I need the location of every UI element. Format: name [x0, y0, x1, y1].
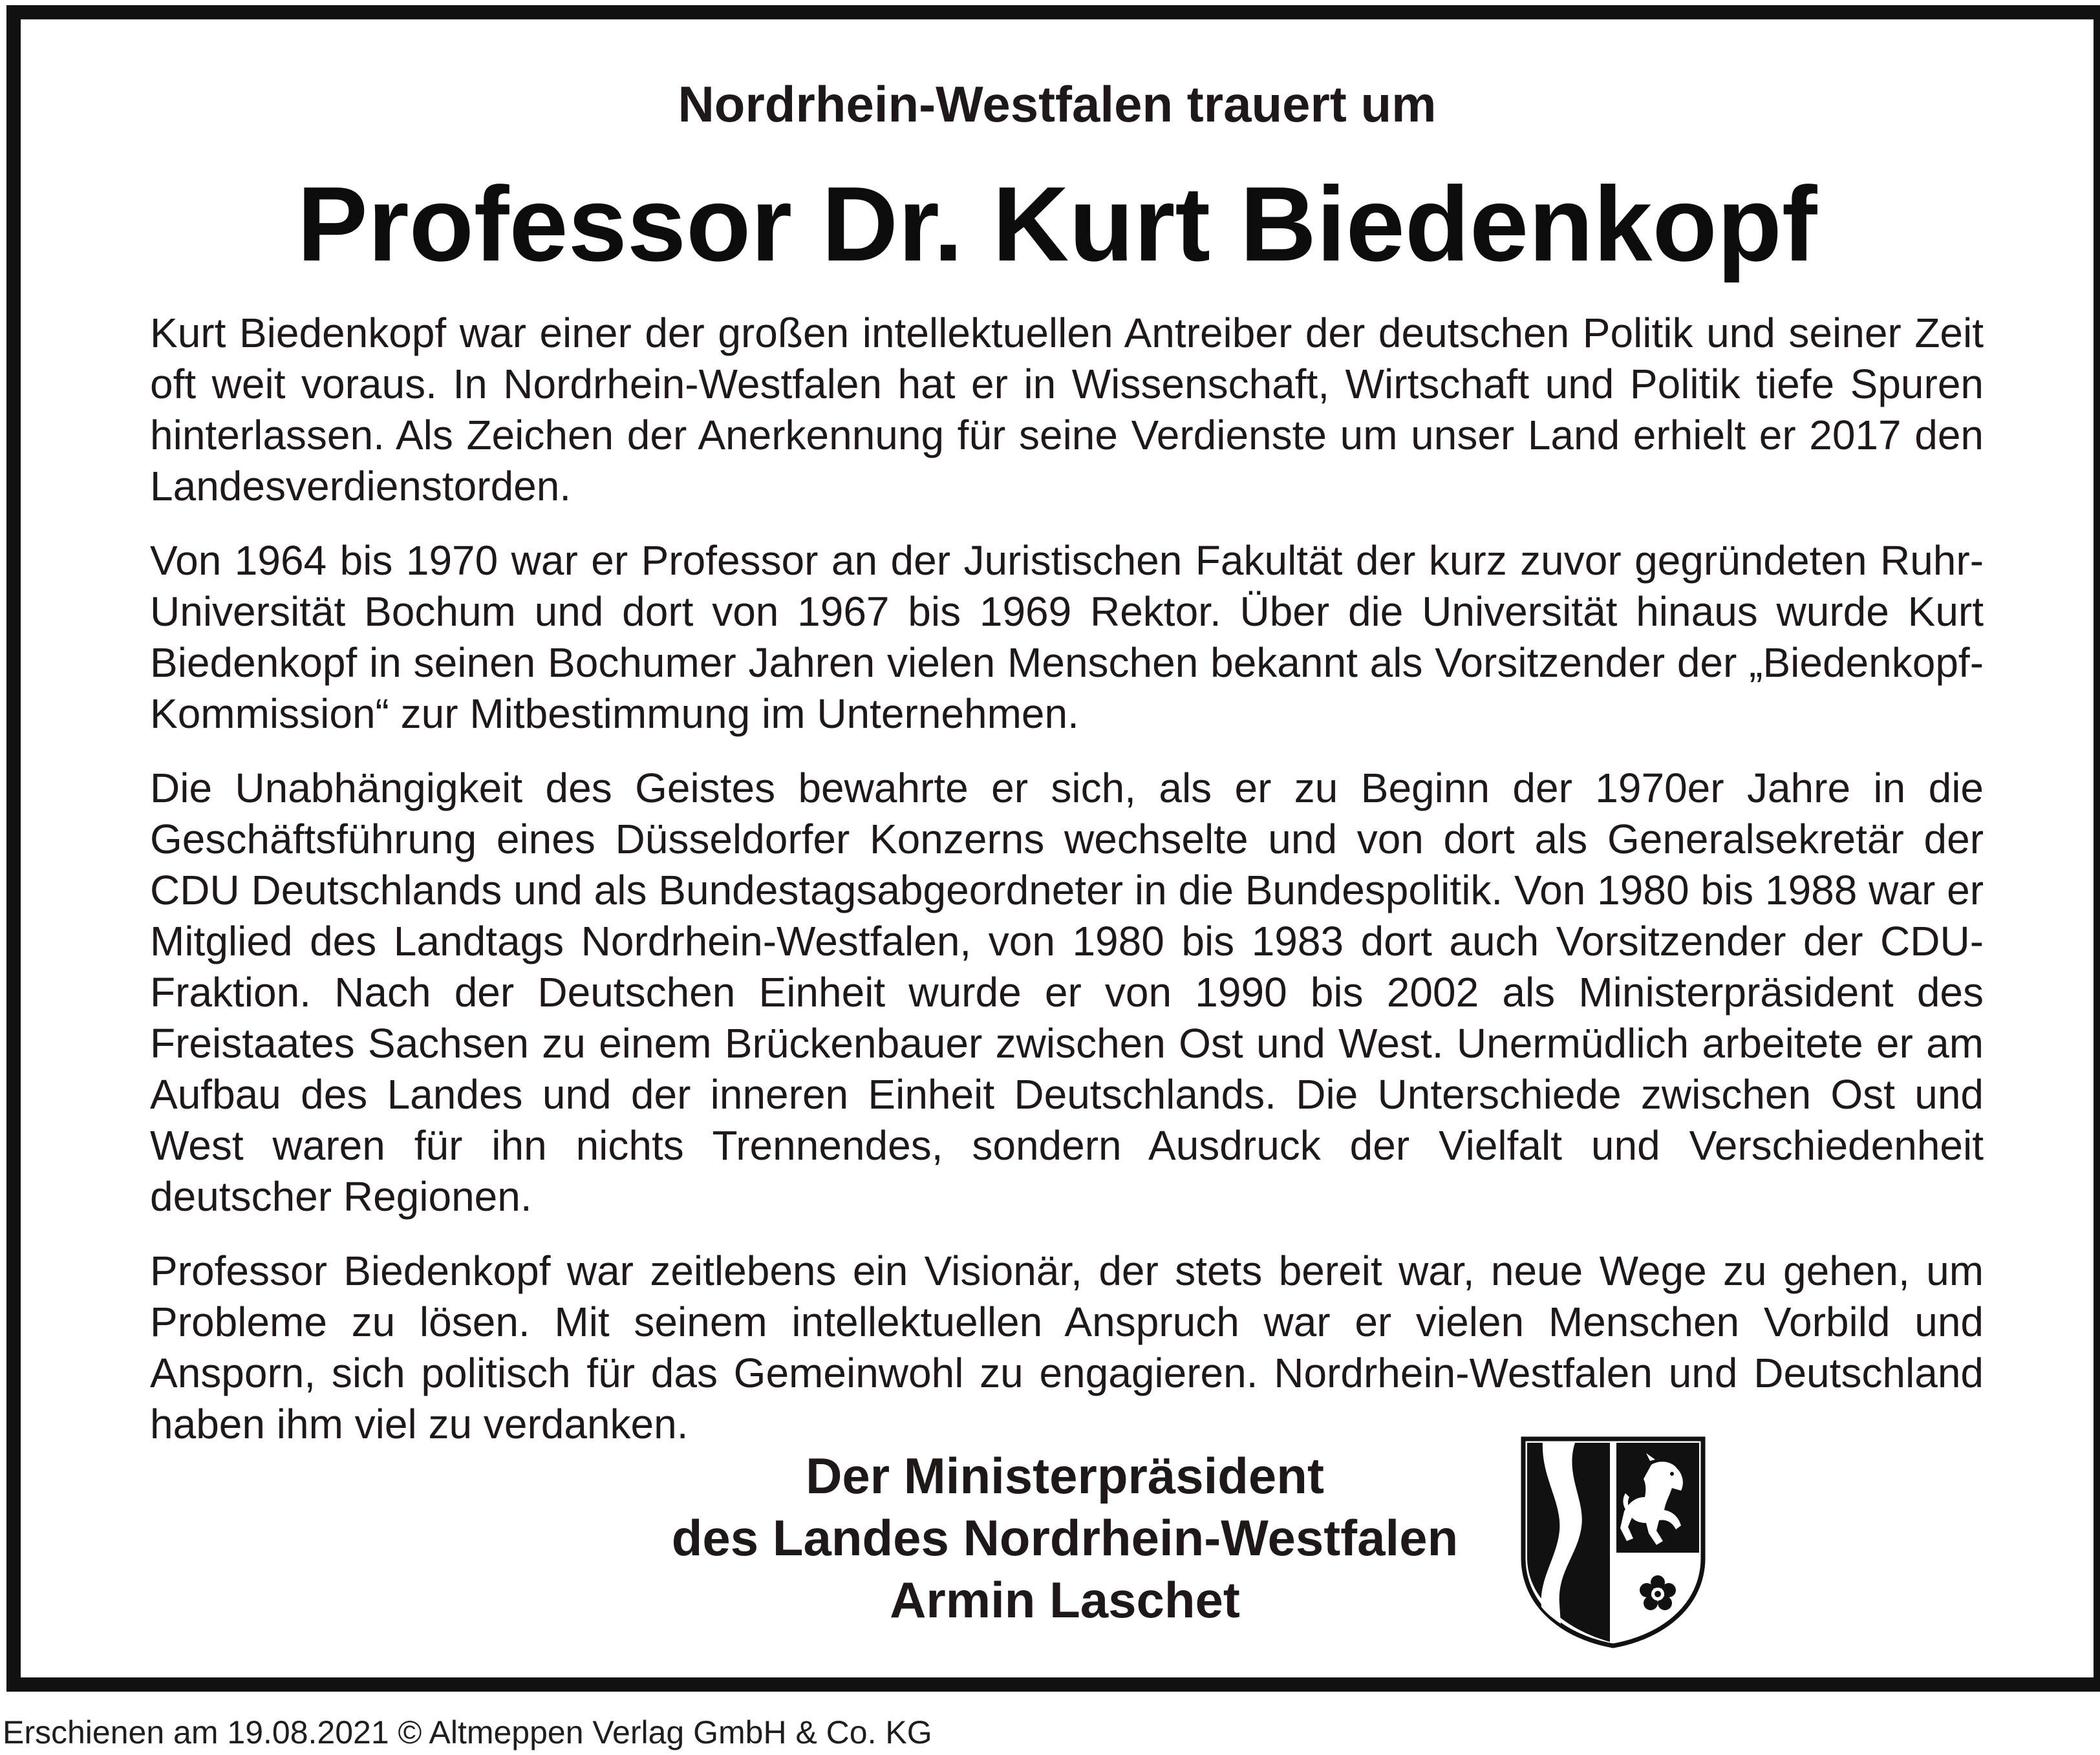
notice-paragraph-1: Kurt Biedenkopf war einer der großen intellektuellen Antreiber der deutschen Politik und seiner Zeit oft weit voraus. In Nordrhein-Westfalen hat er in Wissenschaft, Wirtschaft und Politik tiefe Spuren hinterlassen. Als Zeichen der Anerkennung für seine Verdienste um unser Land erhielt er 2017 den Landesverdienstorden.	[150, 310, 1984, 509]
notice-body	[150, 308, 1984, 1473]
obituary-notice	[6, 5, 2100, 1692]
signature-block	[603, 1445, 1527, 1631]
notice-paragraph-2: Von 1964 bis 1970 war er Professor an der Juristischen Fakultät der kurz zuvor gegründeten Ruhr-Universität Bochum und dort von 1967 bis 1969 Rektor. Über die Universität hinaus wurde Kurt Biedenkopf in seinen Bochumer Jahren vielen Menschen bekannt als Vorsitzender der „Biedenkopf-Kommission“ zur Mitbestimmung im Unternehmen.	[150, 537, 1984, 737]
notice-paragraph-4: Professor Biedenkopf war zeitlebens ein Visionär, der stets bereit war, neue Wege zu gehen, um Probleme zu lösen. Mit seinem intellektuellen Anspruch war er vielen Menschen Vorbild und Ansporn, sich politisch für das Gemeinwohl zu engagieren. Nordrhein-Westfalen und Deutschland haben ihm viel zu verdanken.	[150, 1248, 1984, 1447]
footer-credit: Erschienen am 19.08.2021 © Altmeppen Verlag GmbH & Co. KG	[3, 1714, 932, 1750]
nrw-coat-of-arms-icon	[1519, 1435, 1707, 1648]
signature-office: des Landes Nordrhein-Westfalen	[671, 1509, 1459, 1566]
signature-title: Der Ministerpräsident	[806, 1447, 1324, 1504]
notice-headline: Professor Dr. Kurt Biedenkopf	[297, 165, 1817, 283]
notice-kicker: Nordrhein-Westfalen trauert um	[678, 76, 1437, 133]
notice-paragraph-3: Die Unabhängigkeit des Geistes bewahrte er sich, als er zu Beginn der 1970er Jahre in die Geschäftsführung eines Düsseldorfer Konzerns wechselte und von dort als Generalsekretär der CDU Deutschlands und als Bundestagsabgeordneter in die Bundespolitik. Von 1980 bis 1988 war er Mitglied des Landtags Nordrhein-Westfalen, von 1980 bis 1983 dort auch Vorsitzender der CDU-Fraktion. Nach der Deutschen Einheit wurde er von 1990 bis 2002 als Ministerpräsident des Freistaates Sachsen zu einem Brückenbauer zwischen Ost und West. Unermüdlich arbeitete er am Aufbau des Landes und der inneren Einheit Deutschlands. Die Unterschiede zwischen Ost und West waren für ihn nichts Trennendes, sondern Ausdruck der Vielfalt und Verschiedenheit deutscher Regionen.	[150, 765, 1984, 1220]
signature-name: Armin Laschet	[890, 1571, 1240, 1628]
